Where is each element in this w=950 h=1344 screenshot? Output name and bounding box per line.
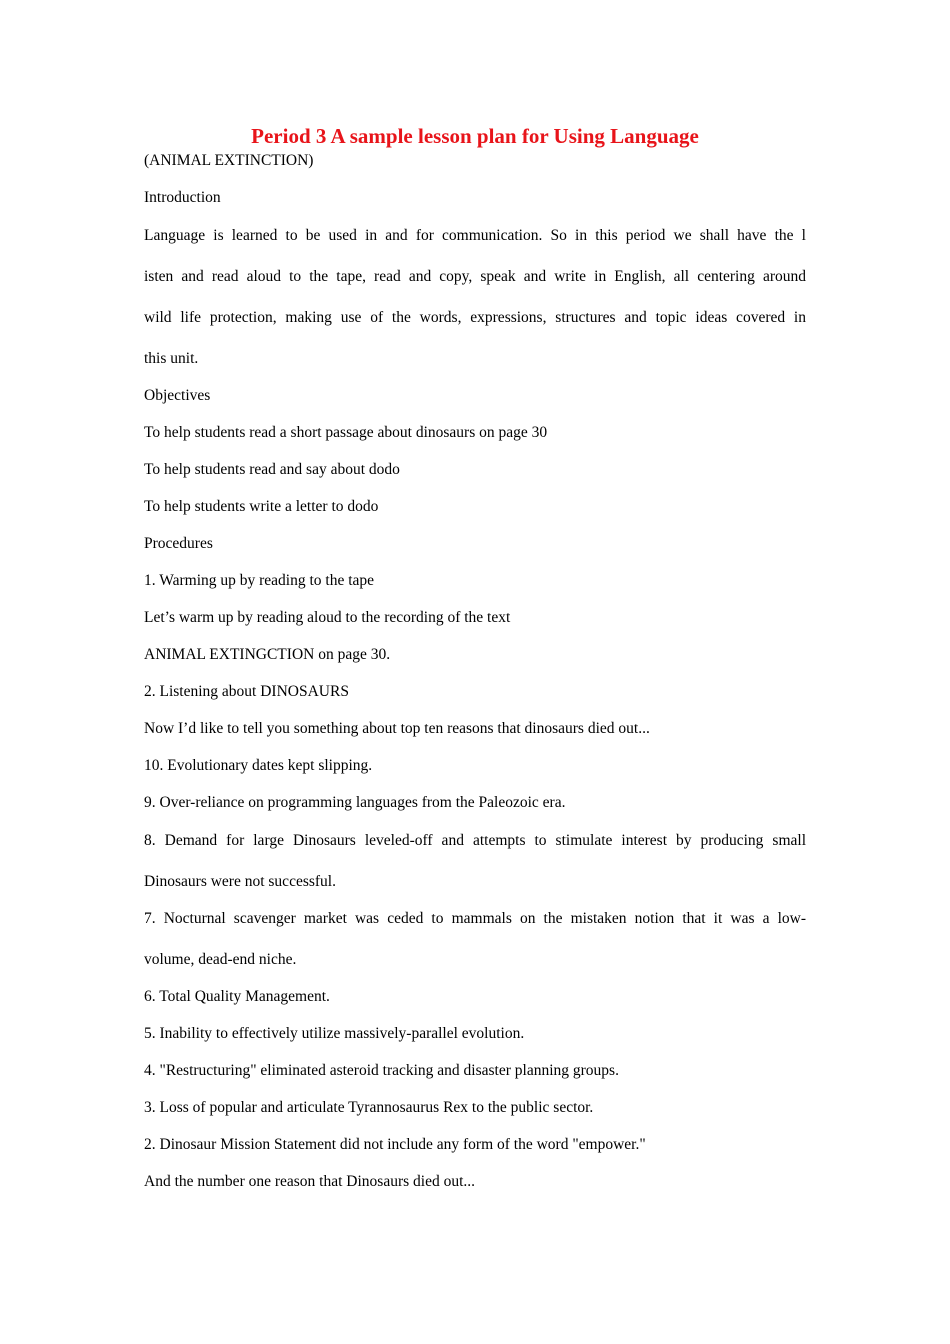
introduction-line-3: wild life protection, making use of the words, expressions, structures and topic ideas covered in (144, 309, 806, 326)
step1-line-2: ANIMAL EXTINGCTION on page 30. (144, 646, 391, 663)
reason-5: 5. Inability to effectively utilize massively-parallel evolution. (144, 1025, 525, 1042)
reason-7-line-1: 7. Nocturnal scavenger market was ceded to mammals on the mistaken notion that it was a low- (144, 910, 806, 927)
document-subtitle: (ANIMAL EXTINCTION) (144, 152, 314, 169)
introduction-line-4: this unit. (144, 350, 199, 367)
step1-line-1: Let’s warm up by reading aloud to the recording of the text (144, 609, 511, 626)
reason-1-lead-in: And the number one reason that Dinosaurs died out... (144, 1173, 476, 1190)
reason-2: 2. Dinosaur Mission Statement did not include any form of the word "empower." (144, 1136, 646, 1153)
reason-7-line-2: volume, dead-end niche. (144, 951, 297, 968)
reason-6: 6. Total Quality Management. (144, 988, 330, 1005)
reason-8-line-2: Dinosaurs were not successful. (144, 873, 336, 890)
introduction-heading: Introduction (144, 189, 221, 206)
objective-item-3: To help students write a letter to dodo (144, 498, 379, 515)
procedures-heading: Procedures (144, 535, 213, 552)
document-title: Period 3 A sample lesson plan for Using Language (251, 124, 699, 148)
introduction-line-2: isten and read aloud to the tape, read and copy, speak and write in English, all centering around (144, 268, 806, 285)
introduction-line-1: Language is learned to be used in and for communication. So in this period we shall have the l (144, 227, 806, 244)
reason-8-line-1: 8. Demand for large Dinosaurs leveled-off and attempts to stimulate interest by producing small (144, 832, 806, 849)
reason-4: 4. "Restructuring" eliminated asteroid tracking and disaster planning groups. (144, 1062, 619, 1079)
step1-heading: 1. Warming up by reading to the tape (144, 572, 375, 589)
reason-9: 9. Over-reliance on programming languages from the Paleozoic era. (144, 794, 566, 811)
step2-intro: Now I’d like to tell you something about top ten reasons that dinosaurs died out... (144, 720, 650, 737)
objective-item-1: To help students read a short passage about dinosaurs on page 30 (144, 424, 548, 441)
reason-3: 3. Loss of popular and articulate Tyrannosaurus Rex to the public sector. (144, 1099, 594, 1116)
reason-10: 10. Evolutionary dates kept slipping. (144, 757, 373, 774)
objectives-heading: Objectives (144, 387, 211, 404)
step2-heading: 2. Listening about DINOSAURS (144, 683, 349, 700)
objective-item-2: To help students read and say about dodo (144, 461, 400, 478)
